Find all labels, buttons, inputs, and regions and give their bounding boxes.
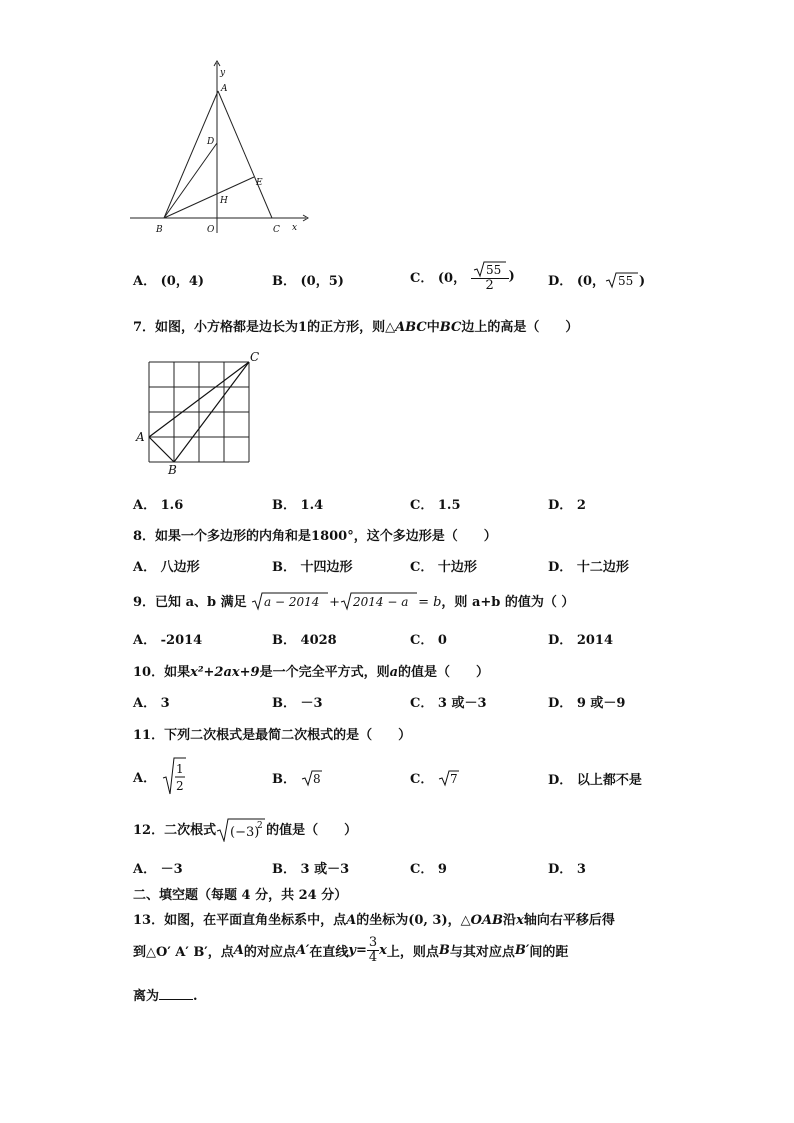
label-d: D xyxy=(207,137,215,147)
q11-option-a: A． 1 2 xyxy=(133,756,187,796)
q8-option-c: C． 十边形 xyxy=(410,560,477,575)
q8-option-d: D． 十二边形 xyxy=(548,560,629,575)
q11-option-d: D． 以上都不是 xyxy=(548,773,642,788)
q9-option-d: D． 2014 xyxy=(548,633,613,648)
label-a: A xyxy=(221,84,228,94)
q6-option-a: A． (0，4) xyxy=(133,274,205,289)
q7-option-a: A． 1.6 xyxy=(133,498,184,513)
grid-figure xyxy=(130,348,270,478)
svg-text:8: 8 xyxy=(312,772,321,786)
q9-option-b: B． 4028 xyxy=(272,633,337,648)
q9-radical-2 xyxy=(340,591,418,611)
q6-option-c: C． (0， $\frac{55}{2}$ ) xyxy=(410,260,515,293)
svg-text:(−3): (−3) xyxy=(230,825,260,840)
q9-option-c: C． 0 xyxy=(410,633,447,648)
label-a: A xyxy=(136,430,145,444)
label-x: x xyxy=(292,223,298,233)
label-y: y xyxy=(220,68,226,78)
svg-text:1: 1 xyxy=(175,762,184,776)
q13-line-3: 离为 . xyxy=(133,989,198,1004)
q11-stem: 11．下列二次根式是最简二次根式的是（ ） xyxy=(133,728,412,743)
label-e: E xyxy=(256,178,263,188)
q8-stem: 8．如果一个多边形的内角和是1800°，这个多边形是（ ） xyxy=(133,529,497,544)
q9-option-a: A． -2014 xyxy=(133,633,203,648)
svg-text:2: 2 xyxy=(257,821,263,831)
q12-option-d: D． 3 xyxy=(548,862,586,877)
q11c-radical xyxy=(438,769,460,787)
q11-option-b: B． 8 xyxy=(272,768,323,787)
q13-line-1: 13．如图，在平面直角坐标系中，点A的坐标为(0, 3)，△OAB沿x轴向右平移后得 xyxy=(133,913,615,928)
svg-text:2: 2 xyxy=(175,779,184,793)
q11b-radical xyxy=(301,769,323,787)
q6c-fraction: $\frac{55}{2}$ xyxy=(471,260,509,293)
label-h: H xyxy=(220,196,228,206)
segment-be xyxy=(164,177,254,218)
q11a-radical xyxy=(161,756,187,796)
q8-option-b: B． 十四边形 xyxy=(272,560,353,575)
q12-option-a: A． －3 xyxy=(133,862,183,877)
q11-option-c: C． 7 xyxy=(410,768,460,787)
label-b: B xyxy=(168,463,177,477)
q9-stem: 9．已知 a、b 满足 a − 2014 + 2014 − a = b，则 a+b 的值为（ ） xyxy=(133,591,574,611)
svg-text:a − 2014: a − 2014 xyxy=(264,595,320,609)
q10-option-c: C． 3 或－3 xyxy=(410,696,487,711)
q7-option-b: B． 1.4 xyxy=(272,498,324,513)
q10-option-b: B． －3 xyxy=(272,696,323,711)
label-o: O xyxy=(207,225,215,235)
label-c: C xyxy=(273,225,280,235)
segment-bd xyxy=(164,143,217,218)
svg-text:7: 7 xyxy=(449,772,458,786)
q7-option-c: C． 1.5 xyxy=(410,498,461,513)
q12-option-b: B． 3 或－3 xyxy=(272,862,350,877)
q12-radical xyxy=(216,816,266,842)
triangle-figure xyxy=(120,55,320,240)
q7-stem: 7．如图，小方格都是边长为1的正方形，则△ABC中BC边上的高是（ ） xyxy=(133,320,579,335)
q6-option-b: B． (0，5) xyxy=(272,274,344,289)
q10-option-a: A． 3 xyxy=(133,696,170,711)
q13-fraction: $\frac{3}{4}$ xyxy=(368,935,378,966)
q9-radical-1 xyxy=(251,591,329,611)
q12-stem: 12．二次根式 (−3) 2 的值是（ ） xyxy=(133,816,357,842)
q6d-radical-sign xyxy=(605,271,639,289)
answer-blank[interactable] xyxy=(159,987,193,1000)
label-b: B xyxy=(156,225,163,235)
q10-option-d: D． 9 或－9 xyxy=(548,696,626,711)
q10-stem: 10．如果x²+2ax+9是一个完全平方式，则a的值是（ ） xyxy=(133,665,490,680)
q6c-radical-sign xyxy=(473,260,507,278)
label-c: C xyxy=(250,350,260,364)
q7-option-d: D． 2 xyxy=(548,498,586,513)
svg-text:55: 55 xyxy=(485,263,501,277)
segment-ab xyxy=(164,91,218,218)
segment-ab xyxy=(149,437,174,462)
svg-text:55: 55 xyxy=(618,274,634,288)
q6-option-d: D． (0， 55 ) xyxy=(548,270,645,289)
section-title: 二、填空题（每题 4 分，共 24 分） xyxy=(133,888,348,903)
q12-option-c: C． 9 xyxy=(410,862,447,877)
q13-line-2: 到△O′ A′ B′，点A的对应点A′在直线y= $\frac{3}{4}$ x上，则点B与其对应点B′间的距 xyxy=(133,935,569,966)
q8-option-a: A． 八边形 xyxy=(133,560,200,575)
svg-text:2014 − a: 2014 − a xyxy=(353,595,409,609)
